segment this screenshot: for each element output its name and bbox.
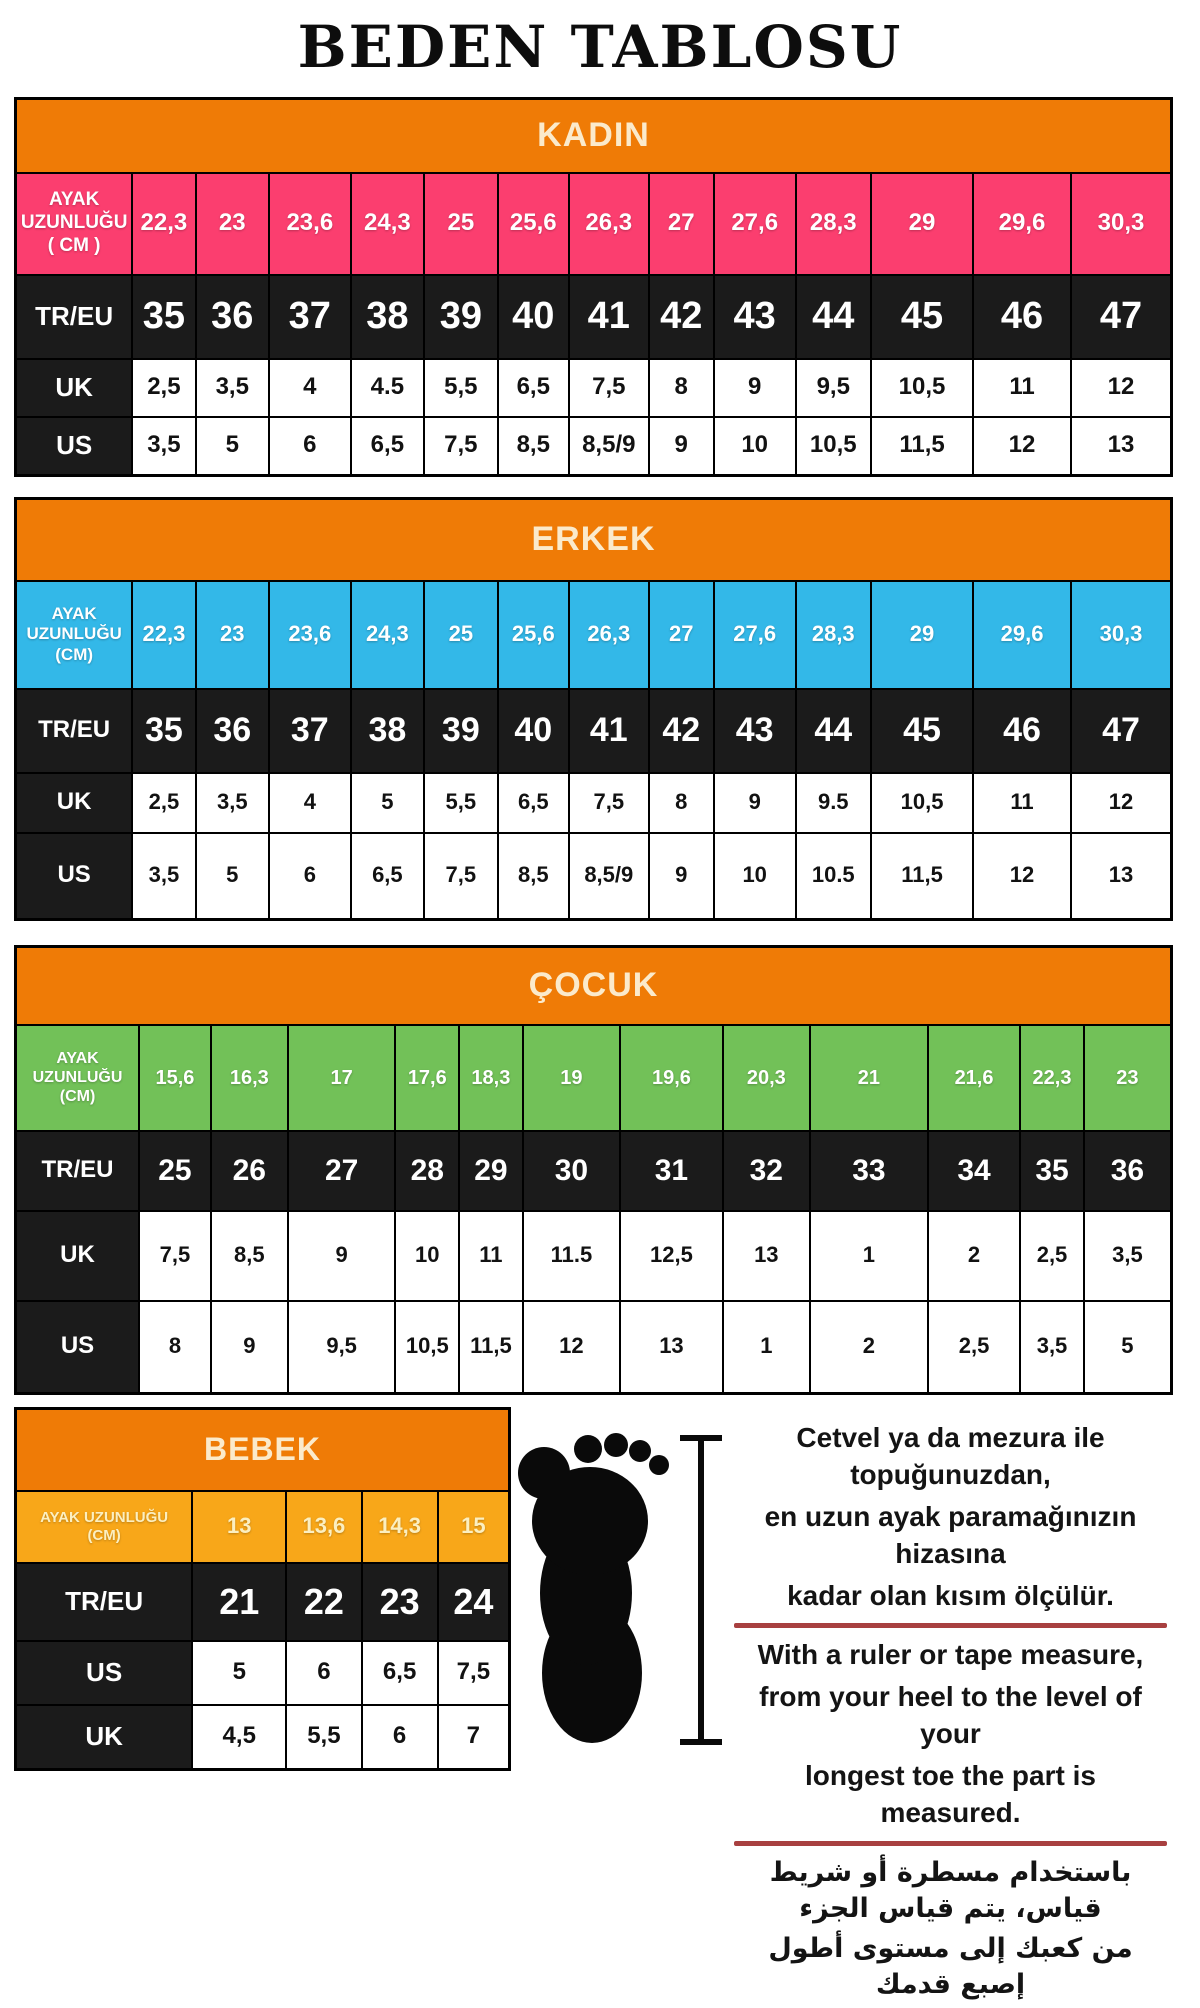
- row-label: TR/EU: [38, 716, 111, 744]
- size-cell: 26,3: [568, 582, 648, 688]
- size-cell: 6,5: [361, 1642, 437, 1704]
- table-row-kadin: [17, 358, 1170, 416]
- size-cell: 8,5: [210, 1212, 287, 1300]
- size-cell: 4: [268, 360, 350, 416]
- table-row-cocuk: [17, 1300, 1170, 1392]
- size-cell: 5,5: [285, 1706, 360, 1768]
- size-cell: 11,5: [870, 834, 972, 918]
- row-label: UK: [17, 774, 131, 832]
- size-cell: 12: [1070, 774, 1170, 832]
- size-cell: 5: [195, 418, 268, 474]
- size-cell: 6: [268, 834, 350, 918]
- size-cell: 12: [972, 418, 1070, 474]
- size-table-bebek: [14, 1407, 511, 1771]
- foot-measure-figure: [511, 1407, 726, 1759]
- size-cell: 15,6: [138, 1026, 210, 1130]
- size-cell: 29,6: [972, 582, 1070, 688]
- size-cell: 21: [191, 1564, 285, 1640]
- size-cell: 2: [809, 1302, 927, 1392]
- size-cell: 39: [423, 690, 496, 772]
- note-line: from your heel to the level of your: [759, 1681, 1142, 1750]
- size-cell: 10: [713, 418, 795, 474]
- size-cell: 12: [1070, 360, 1170, 416]
- size-cell: 29: [458, 1132, 522, 1210]
- size-cell: 10: [394, 1212, 458, 1300]
- size-cell: 9: [713, 360, 795, 416]
- row-label: TR/EU: [41, 1156, 114, 1184]
- size-cell: 28,3: [795, 174, 871, 274]
- size-cell: 2,5: [1019, 1212, 1083, 1300]
- size-cell: 9: [648, 834, 713, 918]
- size-cell: 10,5: [870, 360, 972, 416]
- table-row-erkek: [17, 580, 1170, 688]
- note-line: Cetvel ya da mezura ile topuğunuzdan,: [796, 1421, 1105, 1490]
- size-cell: 28: [394, 1132, 458, 1210]
- size-cell: 22,3: [131, 582, 194, 688]
- size-cell: 43: [713, 690, 795, 772]
- size-cell: 9: [210, 1302, 287, 1392]
- row-label: US: [17, 1642, 191, 1704]
- size-cell: 22,3: [1019, 1026, 1083, 1130]
- size-cell: 23: [1083, 1026, 1170, 1130]
- size-cell: 8: [648, 774, 713, 832]
- size-cell: 8: [138, 1302, 210, 1392]
- size-cell: 12: [522, 1302, 619, 1392]
- size-cell: 31: [619, 1132, 722, 1210]
- size-cell: 6,5: [350, 834, 423, 918]
- size-cell: 27: [648, 174, 713, 274]
- size-cell: 24,3: [350, 174, 423, 274]
- size-cell: 15: [437, 1492, 508, 1562]
- size-cell: 1: [722, 1302, 809, 1392]
- size-cell: 25,6: [497, 582, 568, 688]
- size-cell: 38: [350, 690, 423, 772]
- size-cell: 27: [287, 1132, 395, 1210]
- size-cell: 9: [713, 774, 795, 832]
- table-row-erkek: [17, 688, 1170, 772]
- size-cell: 10: [713, 834, 795, 918]
- size-cell: 3,5: [131, 418, 194, 474]
- size-cell: 34: [927, 1132, 1019, 1210]
- size-cell: 13: [619, 1302, 722, 1392]
- size-cell: 3,5: [1019, 1302, 1083, 1392]
- note-line: باستخدام مسطرة أو شريط قياس، يتم قياس الجزء: [769, 1857, 1132, 1924]
- note-line: kadar olan kısım ölçülür.: [787, 1579, 1114, 1611]
- table-row-kadin: [17, 416, 1170, 474]
- size-cell: 7,5: [568, 774, 648, 832]
- bottom-section: [14, 1407, 1173, 2008]
- size-cell: 19,6: [619, 1026, 722, 1130]
- measurement-instructions: [726, 1407, 1173, 2008]
- size-chart-page: [0, 13, 1200, 2001]
- table-row-cocuk: [17, 1024, 1170, 1130]
- size-cell: 17: [287, 1026, 395, 1130]
- row-label: UK: [17, 1212, 138, 1300]
- size-cell: 47: [1070, 276, 1170, 358]
- size-cell: 45: [870, 690, 972, 772]
- size-cell: 7,5: [423, 834, 496, 918]
- size-cell: 8: [648, 360, 713, 416]
- red-divider: [734, 1623, 1167, 1628]
- row-label: UK: [17, 360, 131, 416]
- size-cell: 7,5: [568, 360, 648, 416]
- note-line: longest toe the part is measured.: [805, 1760, 1096, 1829]
- table-row-cocuk: [17, 1210, 1170, 1300]
- size-cell: 13: [1070, 418, 1170, 474]
- size-cell: 24,3: [350, 582, 423, 688]
- size-cell: 23: [195, 582, 268, 688]
- size-cell: 30,3: [1070, 174, 1170, 274]
- size-cell: 25,6: [497, 174, 568, 274]
- table-title-cocuk: ÇOCUK: [17, 948, 1170, 1024]
- size-cell: 5: [350, 774, 423, 832]
- size-cell: 29,6: [972, 174, 1070, 274]
- size-cell: 41: [568, 690, 648, 772]
- size-cell: 22,3: [131, 174, 194, 274]
- size-cell: 7,5: [423, 418, 496, 474]
- size-cell: 11: [972, 360, 1070, 416]
- table-row-kadin: [17, 172, 1170, 274]
- size-cell: 25: [138, 1132, 210, 1210]
- size-cell: 11,5: [458, 1302, 522, 1392]
- size-cell: 6: [285, 1642, 360, 1704]
- size-cell: 20,3: [722, 1026, 809, 1130]
- size-cell: 11.5: [522, 1212, 619, 1300]
- size-cell: 6,5: [497, 360, 568, 416]
- measure-line-icon: [680, 1435, 722, 1745]
- size-cell: 9: [287, 1212, 395, 1300]
- size-cell: 4: [268, 774, 350, 832]
- size-cell: 39: [423, 276, 496, 358]
- row-label: AYAK UZUNLUĞU (CM): [32, 1049, 123, 1106]
- size-cell: 8,5: [497, 834, 568, 918]
- size-cell: 6,5: [497, 774, 568, 832]
- size-table-cocuk: [14, 945, 1173, 1395]
- size-cell: 7,5: [437, 1642, 508, 1704]
- row-label: TR/EU: [65, 1586, 144, 1617]
- size-cell: 25: [423, 174, 496, 274]
- note-line: من كعبك إلى مستوى أطول إصبع قدمك: [768, 1933, 1133, 2001]
- size-cell: 28,3: [795, 582, 871, 688]
- size-cell: 13: [1070, 834, 1170, 918]
- size-cell: 8,5: [497, 418, 568, 474]
- size-cell: 23: [195, 174, 268, 274]
- spacer: [0, 477, 1200, 497]
- size-cell: 37: [268, 276, 350, 358]
- size-cell: 2,5: [131, 360, 194, 416]
- size-cell: 36: [195, 690, 268, 772]
- size-cell: 2: [927, 1212, 1019, 1300]
- row-label: US: [17, 1302, 138, 1392]
- spacer: [0, 1395, 1200, 1407]
- foot-silhouette-icon: [514, 1411, 724, 1759]
- size-cell: 41: [568, 276, 648, 358]
- size-cell: 23,6: [268, 174, 350, 274]
- size-cell: 5: [195, 834, 268, 918]
- size-cell: 18,3: [458, 1026, 522, 1130]
- size-cell: 36: [1083, 1132, 1170, 1210]
- size-cell: 11: [972, 774, 1070, 832]
- size-cell: 25: [423, 582, 496, 688]
- row-label: AYAK UZUNLUĞU ( CM ): [20, 189, 128, 257]
- size-cell: 12: [972, 834, 1070, 918]
- size-cell: 22: [285, 1564, 360, 1640]
- size-cell: 32: [722, 1132, 809, 1210]
- size-cell: 30,3: [1070, 582, 1170, 688]
- size-cell: 9,5: [287, 1302, 395, 1392]
- size-cell: 6: [361, 1706, 437, 1768]
- size-cell: 35: [131, 276, 194, 358]
- size-cell: 2,5: [927, 1302, 1019, 1392]
- size-cell: 3,5: [131, 834, 194, 918]
- size-cell: 44: [795, 276, 871, 358]
- size-cell: 23,6: [268, 582, 350, 688]
- note-arabic: [732, 1855, 1169, 2003]
- size-cell: 42: [648, 690, 713, 772]
- size-cell: 30: [522, 1132, 619, 1210]
- size-cell: 13: [722, 1212, 809, 1300]
- size-cell: 27,6: [713, 174, 795, 274]
- size-cell: 27,6: [713, 582, 795, 688]
- red-divider: [734, 1841, 1167, 1846]
- size-cell: 8,5/9: [568, 834, 648, 918]
- table-row-bebek: [17, 1640, 508, 1704]
- size-cell: 11: [458, 1212, 522, 1300]
- size-cell: 5: [1083, 1302, 1170, 1392]
- size-cell: 10,5: [795, 418, 871, 474]
- size-cell: 26,3: [568, 174, 648, 274]
- table-row-bebek: [17, 1704, 508, 1768]
- size-cell: 5: [191, 1642, 285, 1704]
- size-cell: 7: [437, 1706, 508, 1768]
- size-cell: 26: [210, 1132, 287, 1210]
- size-cell: 14,3: [361, 1492, 437, 1562]
- size-cell: 3,5: [195, 360, 268, 416]
- table-row-bebek: [17, 1562, 508, 1640]
- size-cell: 46: [972, 276, 1070, 358]
- size-cell: 2,5: [131, 774, 194, 832]
- size-cell: 1: [809, 1212, 927, 1300]
- size-cell: 33: [809, 1132, 927, 1210]
- size-cell: 23: [361, 1564, 437, 1640]
- size-cell: 47: [1070, 690, 1170, 772]
- size-cell: 9.5: [795, 774, 871, 832]
- size-cell: 12,5: [619, 1212, 722, 1300]
- size-cell: 5,5: [423, 774, 496, 832]
- table-title-erkek: ERKEK: [17, 500, 1170, 580]
- size-cell: 35: [131, 690, 194, 772]
- size-cell: 11,5: [870, 418, 972, 474]
- size-cell: 37: [268, 690, 350, 772]
- size-cell: 38: [350, 276, 423, 358]
- size-cell: 19: [522, 1026, 619, 1130]
- size-cell: 6,5: [350, 418, 423, 474]
- size-cell: 24: [437, 1564, 508, 1640]
- table-row-erkek: [17, 832, 1170, 918]
- size-cell: 3,5: [195, 774, 268, 832]
- size-cell: 10,5: [870, 774, 972, 832]
- size-cell: 35: [1019, 1132, 1083, 1210]
- size-cell: 9,5: [795, 360, 871, 416]
- size-cell: 40: [497, 276, 568, 358]
- size-cell: 36: [195, 276, 268, 358]
- size-cell: 43: [713, 276, 795, 358]
- size-cell: 6: [268, 418, 350, 474]
- size-cell: 46: [972, 690, 1070, 772]
- size-cell: 5,5: [423, 360, 496, 416]
- size-cell: 10.5: [795, 834, 871, 918]
- size-cell: 4,5: [191, 1706, 285, 1768]
- size-cell: 16,3: [210, 1026, 287, 1130]
- size-table-kadin: [14, 97, 1173, 477]
- row-label: US: [17, 834, 131, 918]
- row-label: TR/EU: [35, 301, 114, 332]
- table-title-kadin: KADIN: [17, 100, 1170, 172]
- size-cell: 42: [648, 276, 713, 358]
- size-cell: 7,5: [138, 1212, 210, 1300]
- size-cell: 45: [870, 276, 972, 358]
- table-row-bebek: [17, 1490, 508, 1562]
- note-line: en uzun ayak paramağınızın hizasına: [764, 1500, 1137, 1569]
- size-cell: 29: [870, 174, 972, 274]
- size-cell: 17,6: [394, 1026, 458, 1130]
- spacer: [0, 921, 1200, 945]
- size-cell: 21: [809, 1026, 927, 1130]
- note-english: [732, 1637, 1169, 1832]
- page-title: BEDEN TABLOSU: [297, 13, 903, 81]
- size-table-erkek: [14, 497, 1173, 921]
- size-cell: 3,5: [1083, 1212, 1170, 1300]
- size-cell: 9: [648, 418, 713, 474]
- size-cell: 10,5: [394, 1302, 458, 1392]
- size-cell: 13,6: [285, 1492, 360, 1562]
- size-cell: 4.5: [350, 360, 423, 416]
- table-title-bebek: BEBEK: [17, 1410, 508, 1490]
- size-cell: 21,6: [927, 1026, 1019, 1130]
- size-cell: 8,5/9: [568, 418, 648, 474]
- size-cell: 44: [795, 690, 871, 772]
- table-row-erkek: [17, 772, 1170, 832]
- row-label: AYAK UZUNLUĞU (CM): [26, 604, 122, 664]
- size-cell: 40: [497, 690, 568, 772]
- note-line: With a ruler or tape measure,: [757, 1639, 1144, 1671]
- size-cell: 29: [870, 582, 972, 688]
- row-label: US: [17, 418, 131, 474]
- row-label: UK: [17, 1706, 191, 1768]
- size-cell: 13: [191, 1492, 285, 1562]
- row-label: AYAK UZUNLUĞU (CM): [40, 1508, 169, 1544]
- size-cell: 27: [648, 582, 713, 688]
- table-row-cocuk: [17, 1130, 1170, 1210]
- table-row-kadin: [17, 274, 1170, 358]
- note-turkish: [732, 1420, 1169, 1615]
